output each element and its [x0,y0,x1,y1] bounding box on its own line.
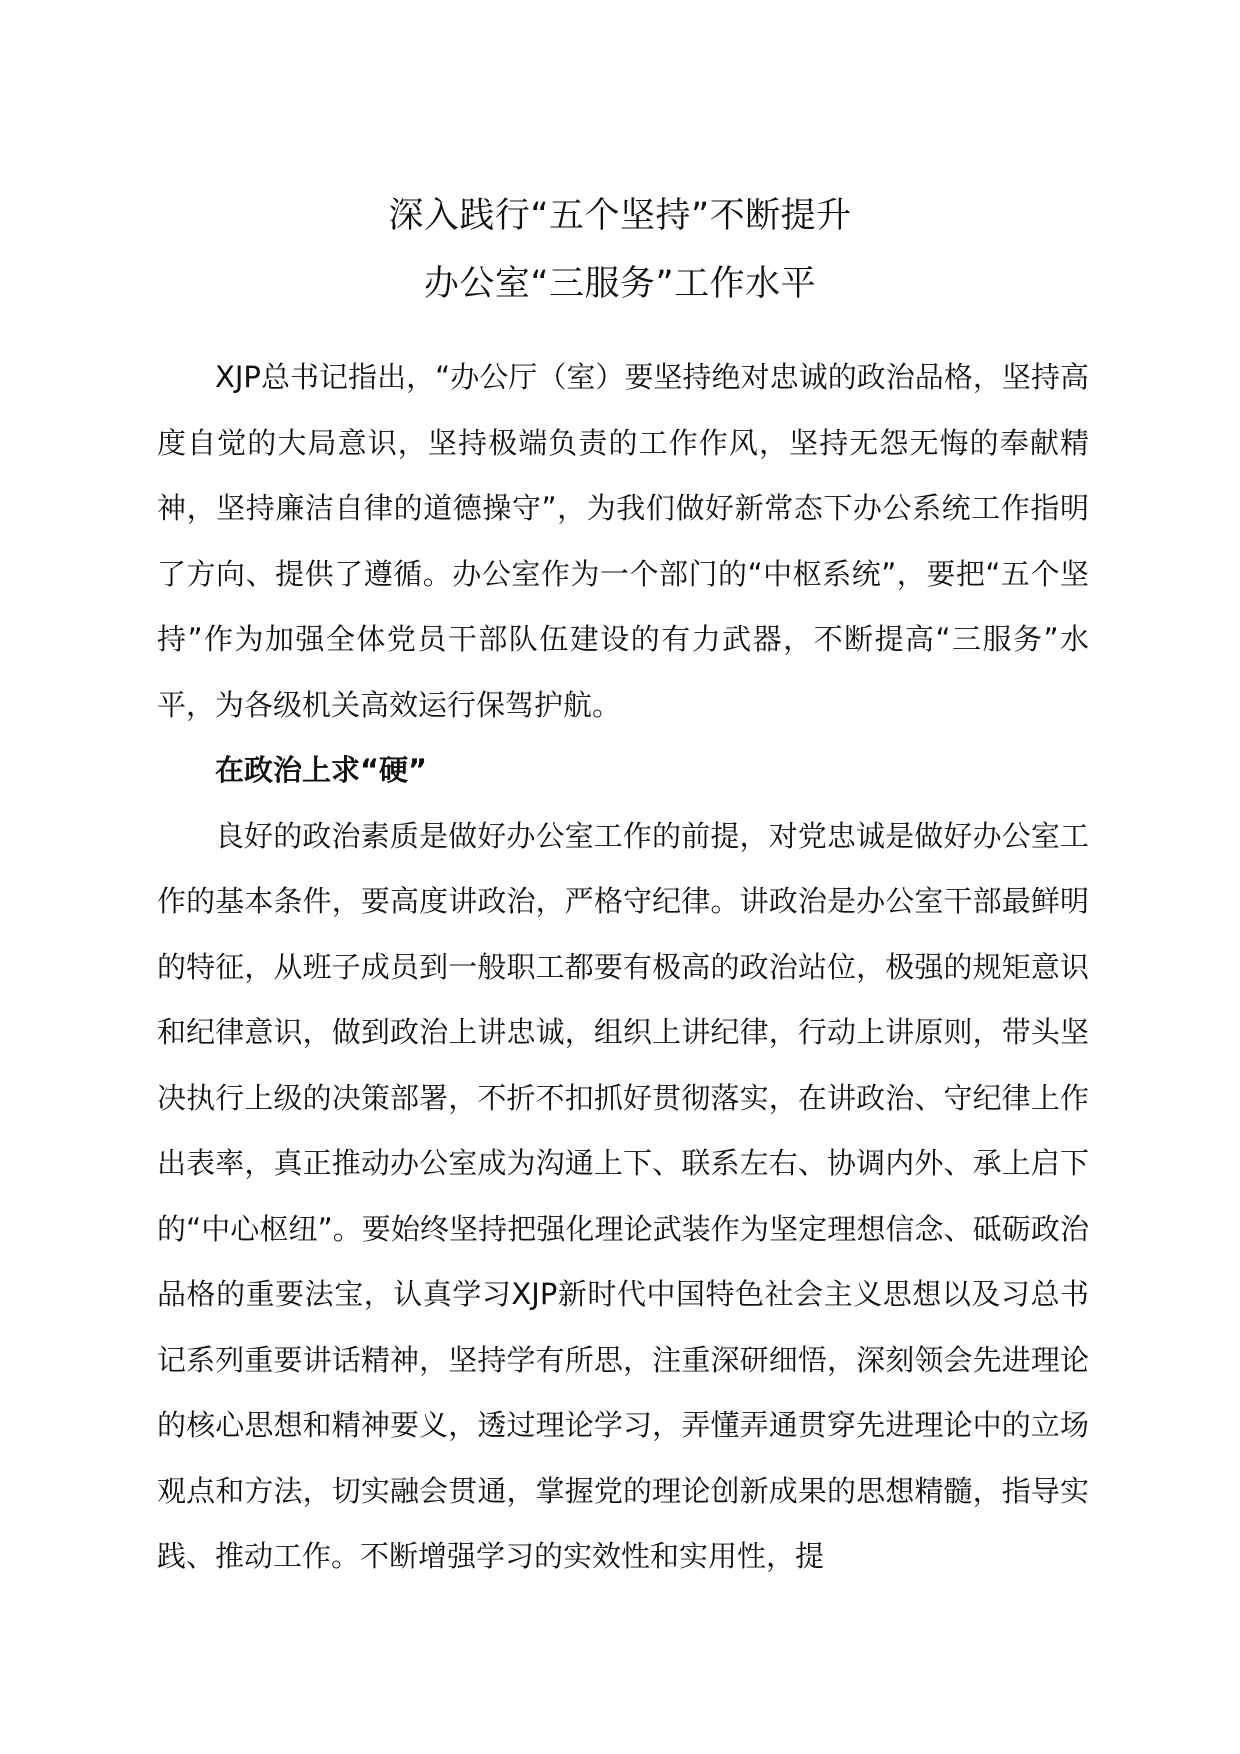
section-paragraph: 良好的政治素质是做好办公室工作的前提，对党忠诚是做好办公室工作的基本条件，要高度讲政治，严格守纪律。讲政治是办公室干部最鲜明的特征，从班子成员到一般职工都要有极高的政治站位，极强的规矩意识和纪律意识，做到政治上讲忠诚，组织上讲纪律，行动上讲原则，带头坚决执行上级的决策部署，不折不扣抓好贯彻落实，在讲政治、守纪律上作出表率，真正推动办公室成为沟通上下、联系左右、协调内外、承上启下的“中心枢纽”。要始终坚持把强化理论武装作为坚定理想信念、砥砺政治品格的重要法宝，认真学习XJP新时代中国特色社会主义思想以及习总书记系列重要讲话精神，坚持学有所思，注重深研细悟，深刻领会先进理论的核心思想和精神要义，透过理论学习，弄懂弄通贯穿先进理论中的立场观点和方法，切实融会贯通，掌握党的理论创新成果的思想精髓，指导实践、推动工作。不断增强学习的实效性和实用性，提 [157,818,1089,1573]
title-line-2: 办公室“三服务”工作水平 [423,264,817,304]
document-body [157,345,1089,1590]
section-heading: 在政治上求“硬” [215,753,428,787]
document-title [0,182,1240,318]
title-line-1: 深入践行“五个坚持”不断提升 [388,196,852,236]
intro-paragraph: XJP总书记指出，“办公厅（室）要坚持绝对忠诚的政治品格，坚持高度自觉的大局意识，坚持极端负责的工作作风，坚持无怨无悔的奉献精神，坚持廉洁自律的道德操守”，为我们做好新常态下办公系统工作指明了方向、提供了遵循。办公室作为一个部门的“中枢系统”，要把“五个坚持”作为加强全体党员干部队伍建设的有力武器，不断提高“三服务”水平，为各级机关高效运行保驾护航。 [157,360,1089,722]
